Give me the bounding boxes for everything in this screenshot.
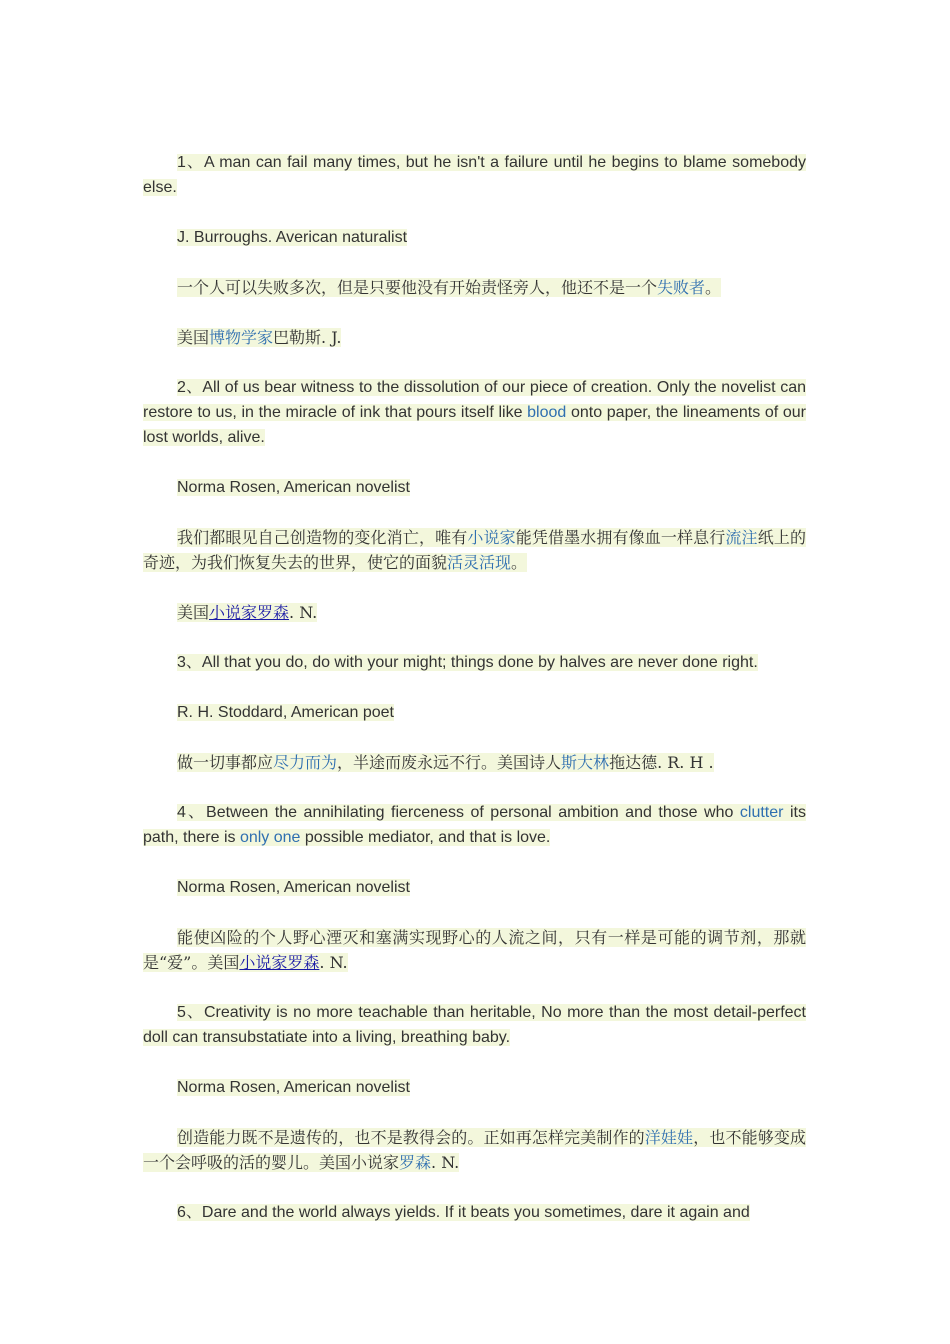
hyperlink[interactable]: 小说家罗森 (209, 603, 290, 622)
english-paragraph (143, 875, 806, 900)
highlighted-text (143, 804, 806, 846)
text-run: 。 (705, 278, 722, 297)
text-run: 3、All that you do, do with your might; things done by halves are never done right. (177, 654, 758, 671)
chinese-paragraph (143, 525, 806, 575)
text-run: 一个人可以失败多次，但是只要他没有开始责怪旁人，他还不是一个 (177, 278, 658, 297)
english-paragraph (143, 150, 806, 200)
english-paragraph (143, 800, 806, 850)
keyword-text: 洋娃娃 (644, 1128, 694, 1147)
highlighted-text (177, 704, 394, 721)
text-run: ，也不能够变成一个会呼吸的活的婴儿。美国小说家 (143, 1128, 806, 1172)
english-paragraph (143, 475, 806, 500)
text-run: ，半途而废永远不行。美国诗人 (337, 753, 562, 772)
chinese-paragraph (143, 600, 806, 625)
text-run: . N. (319, 953, 348, 972)
text-run: Norma Rosen, American novelist (177, 879, 410, 896)
text-run: 巴勒斯. J. (273, 328, 342, 347)
highlighted-text (177, 229, 407, 246)
highlighted-text (143, 154, 806, 196)
keyword-text: 活灵活现 (447, 553, 512, 572)
english-paragraph (143, 1200, 806, 1225)
keyword-text: 罗森 (399, 1153, 432, 1172)
keyword-text: clutter (739, 804, 784, 821)
english-paragraph (143, 1000, 806, 1050)
chinese-paragraph (143, 750, 806, 775)
highlighted-text (143, 928, 806, 972)
keyword-text: 尽力而为 (273, 753, 338, 772)
keyword-text: 斯大林 (561, 753, 610, 772)
text-run: possible mediator, and that is love. (300, 829, 551, 846)
english-paragraph (143, 375, 806, 450)
english-paragraph (143, 650, 806, 675)
text-run: 4、Between the annihilating fierceness of personal ambition and those who (177, 804, 740, 821)
text-run: 拖达德. R. H . (609, 753, 714, 772)
text-run: 5、Creativity is no more teachable than heritable, No more than the most detail-perfect doll can transubstatiate into a living, breathing baby. (143, 1004, 806, 1046)
text-run: 做一切事都应 (177, 753, 274, 772)
text-run: 纸上的奇迹，为我们恢复失去的世界，使它的面貌 (143, 528, 806, 572)
text-run: 美国 (177, 328, 210, 347)
text-run: Norma Rosen, American novelist (177, 1079, 410, 1096)
hyperlink[interactable]: 小说家罗森 (239, 953, 320, 972)
highlighted-text (143, 1128, 806, 1172)
text-run: 我们都眼见自己创造物的变化消亡，唯有 (177, 528, 468, 547)
text-run: 美国 (177, 603, 210, 622)
keyword-text: blood (527, 404, 567, 421)
text-run: onto paper, the lineaments of our lost worlds, alive. (143, 404, 806, 446)
text-run: Norma Rosen, American novelist (177, 479, 410, 496)
highlighted-text (177, 1204, 750, 1221)
document-body (143, 150, 806, 1250)
text-run: 能凭借墨水拥有像血一样息行 (515, 528, 726, 547)
text-run: 。 (511, 553, 528, 572)
highlighted-text (177, 479, 410, 496)
keyword-text: 小说家 (467, 528, 516, 547)
highlighted-text (177, 879, 410, 896)
text-run: . N. (289, 603, 318, 622)
chinese-paragraph (143, 325, 806, 350)
english-paragraph (143, 700, 806, 725)
english-paragraph (143, 1075, 806, 1100)
text-run: 1、A man can fail many times, but he isn't a failure until he begins to blame somebody else. (143, 154, 806, 196)
chinese-paragraph (143, 925, 806, 975)
text-run: 2、All of us bear witness to the dissolution of our piece of creation. Only the novelist can restore to us, in the miracle of ink that pours itself like (143, 379, 806, 421)
highlighted-text (177, 603, 317, 622)
keyword-text: 博物学家 (209, 328, 274, 347)
text-run: 创造能力既不是遗传的，也不是教得会的。正如再怎样完美制作的 (177, 1128, 645, 1147)
keyword-text: 流注 (725, 528, 758, 547)
highlighted-text (143, 1004, 806, 1046)
chinese-paragraph (143, 275, 806, 300)
keyword-text: only one (239, 829, 301, 846)
highlighted-text (143, 528, 806, 572)
text-run: its path, there is (143, 804, 806, 846)
text-run: J. Burroughs. Averican naturalist (177, 229, 408, 246)
keyword-text: 失败者 (657, 278, 706, 297)
highlighted-text (177, 654, 758, 671)
highlighted-text (143, 379, 806, 446)
text-run: 能使凶险的个人野心湮灭和塞满实现野心的人流之间，只有一样是可能的调节剂，那就是“爱”。美国 (143, 928, 806, 972)
chinese-paragraph (143, 1125, 806, 1175)
english-paragraph (143, 225, 806, 250)
highlighted-text (177, 753, 714, 772)
highlighted-text (177, 1079, 410, 1096)
highlighted-text (177, 278, 721, 297)
text-run: . N. (431, 1153, 460, 1172)
text-run: R. H. Stoddard, American poet (177, 704, 394, 721)
highlighted-text (177, 328, 341, 347)
text-run: 6、Dare and the world always yields. If it beats you sometimes, dare it again and (177, 1204, 750, 1221)
